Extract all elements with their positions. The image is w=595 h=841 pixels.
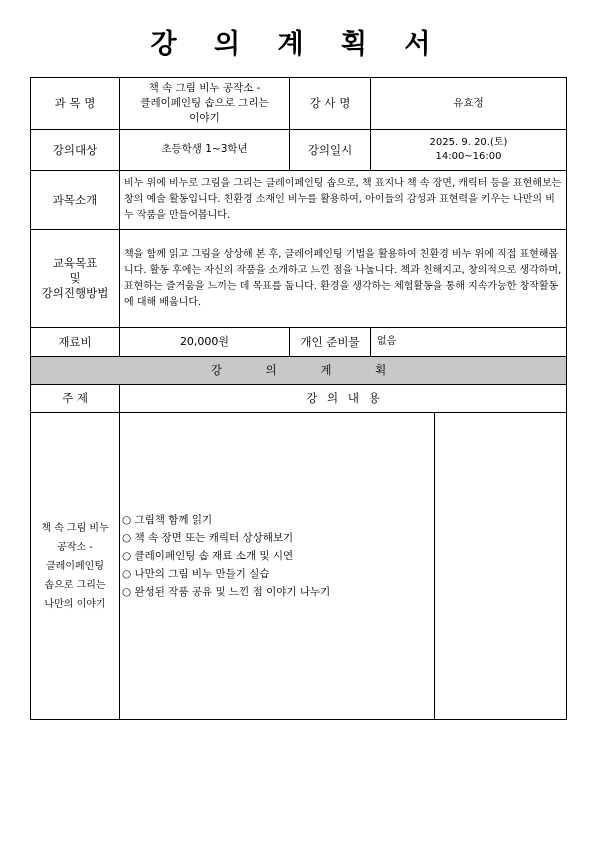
page-title: 강 의 계 획 서 — [150, 29, 445, 60]
goal-label-line: 교육목표 — [52, 256, 98, 271]
subject-value — [119, 77, 290, 130]
intro-text: 비누 위에 비누로 그림을 그리는 클레이페인팅 솝으로, 책 표지나 책 속 장면, 캐릭터 등을 표현해보는 창의 예술 활동입니다. 친환경 소재인 비누를 활용하여, 아이들의 감성과 표현력을 키우는 나만의 비누 작품을 만들어봅니다. — [119, 170, 567, 230]
content-header-text: 강 의 내 용 — [306, 391, 380, 406]
instructor-value: 유효정 — [370, 77, 567, 130]
goal-label — [30, 229, 120, 328]
plan-header — [30, 356, 567, 385]
subject-line: 이야기 — [189, 112, 220, 125]
topic-line: 나만의 이야기 — [44, 598, 106, 610]
list-item: ○ 나만의 그림 비누 만들기 실습 — [122, 568, 270, 581]
list-item: ○ 책 속 장면 또는 캐릭터 상상해보기 — [122, 532, 294, 545]
lecture-plan-table — [30, 77, 567, 720]
goal-text: 책을 함께 읽고 그림을 상상해 본 후, 클레이페인팅 기법을 활용하여 친환경 비누 위에 직접 표현해봅니다. 활동 후에는 자신의 작품을 소개하고 느낀 점을 나눕니다. 책과 친해지고, 창의적으로 생각하며, 표현하는 즐거움을 느끼는 데 목표를 둡니다. 환경을 생각하는 체험활동을 통해 지속가능한 창작활동에 대해 배웁니다. — [119, 229, 567, 328]
topic-line: 책 속 그림 비누 — [41, 522, 109, 534]
date-text: 2025. 9. 20.(토) — [429, 136, 508, 148]
topic-header: 주 제 — [30, 384, 120, 413]
subject-label: 과 목 명 — [30, 77, 120, 130]
goal-label-line: 강의진행방법 — [41, 285, 109, 300]
intro-label: 과목소개 — [30, 170, 120, 230]
target-label: 강의대상 — [30, 129, 120, 171]
content-header — [119, 384, 567, 413]
content-list — [122, 511, 330, 601]
topic-line: 클레이페인팅 — [46, 560, 104, 572]
prep-value: 없음 — [370, 327, 567, 357]
list-item: ○ 클레이페인팅 솝 재료 소개 및 시연 — [122, 550, 294, 563]
target-value: 초등학생 1~3학년 — [119, 129, 290, 171]
subject-line: 책 속 그림 비누 공작소 - — [148, 81, 261, 94]
list-item: ○ 완성된 작품 공유 및 느낀 점 이야기 나누기 — [122, 586, 331, 599]
topic-cell — [30, 412, 120, 720]
topic-line: 솝으로 그리는 — [44, 579, 106, 591]
date-label: 강의일시 — [289, 129, 371, 171]
goal-label-line: 및 — [69, 271, 81, 286]
time-text: 14:00~16:00 — [435, 151, 502, 162]
list-item: ○ 그림책 함께 읽기 — [122, 514, 213, 526]
material-value: 20,000원 — [119, 327, 290, 357]
subject-line: 클레이페인팅 솝으로 그리는 — [140, 96, 269, 109]
prep-label: 개인 준비물 — [289, 327, 371, 357]
material-label: 재료비 — [30, 327, 120, 357]
topic-line: 공작소 - — [57, 541, 93, 553]
notes-cell — [434, 412, 567, 720]
instructor-label: 강 사 명 — [289, 77, 371, 130]
plan-header-text: 강 의 계 획 — [210, 363, 387, 378]
date-value — [370, 129, 567, 171]
